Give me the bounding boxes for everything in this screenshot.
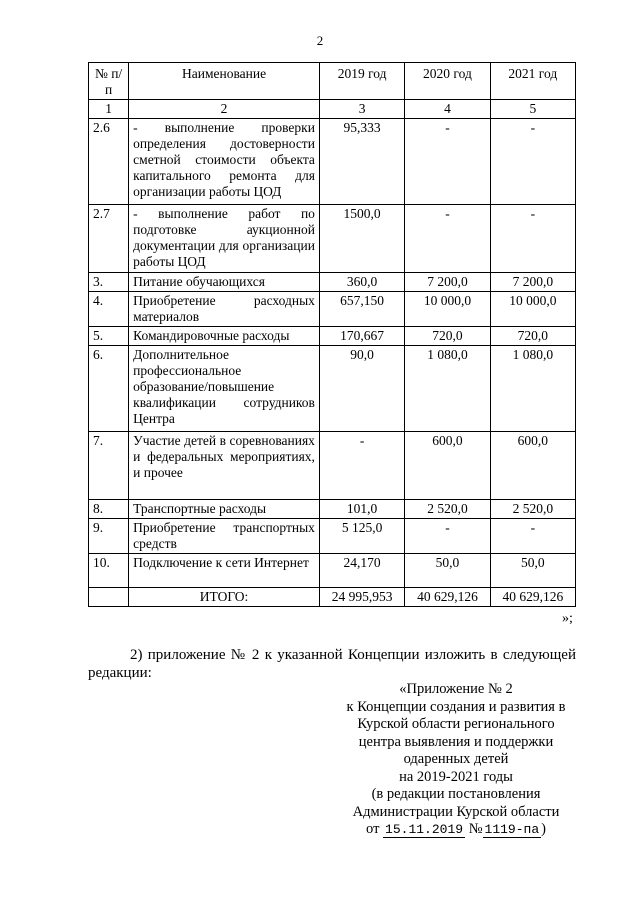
index-cell: 3 bbox=[319, 100, 404, 119]
appendix-title: «Приложение № 2 bbox=[399, 681, 513, 697]
table-row bbox=[89, 554, 576, 588]
appendix-block bbox=[336, 681, 576, 839]
row-name: Командировочные расходы bbox=[129, 327, 320, 346]
decree-number: 1119-па bbox=[484, 822, 540, 837]
index-cell: 2 bbox=[129, 100, 320, 119]
row-2021: 50,0 bbox=[490, 554, 575, 588]
row-name: Транспортные расходы bbox=[129, 500, 320, 519]
index-cell: 5 bbox=[490, 100, 575, 119]
table-row bbox=[89, 119, 576, 205]
header-num: № п/п bbox=[89, 63, 129, 100]
table-row bbox=[89, 500, 576, 519]
close-paren: ) bbox=[541, 821, 546, 837]
total-2019: 24 995,953 bbox=[319, 588, 404, 607]
amendment-paragraph bbox=[88, 646, 576, 682]
row-2019: 101,0 bbox=[319, 500, 404, 519]
row-2019: 95,333 bbox=[319, 119, 404, 205]
row-2020: 10 000,0 bbox=[405, 292, 490, 327]
from-label: от bbox=[366, 821, 380, 837]
row-2021: - bbox=[490, 519, 575, 554]
row-2020: 7 200,0 bbox=[405, 273, 490, 292]
row-2021: 2 520,0 bbox=[490, 500, 575, 519]
row-2020: 600,0 bbox=[405, 432, 490, 500]
row-number: 3. bbox=[89, 273, 129, 292]
row-number: 4. bbox=[89, 292, 129, 327]
row-2019: 360,0 bbox=[319, 273, 404, 292]
header-2020: 2020 год bbox=[405, 63, 490, 100]
row-2019: 24,170 bbox=[319, 554, 404, 588]
row-name: Питание обучающихся bbox=[129, 273, 320, 292]
row-number: 6. bbox=[89, 346, 129, 432]
row-name: Приобретение расходных материалов bbox=[129, 292, 320, 327]
row-name: Участие детей в соревнованиях и федеральных мероприятиях, и прочее bbox=[129, 432, 320, 500]
row-number: 5. bbox=[89, 327, 129, 346]
row-2020: 720,0 bbox=[405, 327, 490, 346]
row-number: 2.6 bbox=[89, 119, 129, 205]
row-number: 10. bbox=[89, 554, 129, 588]
appendix-years: на 2019-2021 годы bbox=[399, 768, 513, 785]
row-number: 7. bbox=[89, 432, 129, 500]
paragraph-text: 2) приложение № 2 к указанной Концепции изложить в следующей редакции: bbox=[88, 647, 576, 681]
row-2020: 50,0 bbox=[405, 554, 490, 588]
row-2021: 7 200,0 bbox=[490, 273, 575, 292]
row-2020: - bbox=[405, 519, 490, 554]
row-2020: - bbox=[405, 205, 490, 273]
row-name: - выполнение проверки определения достоверности сметной стоимости объекта капитального ремонта для организации работы ЦОД bbox=[129, 119, 320, 205]
row-2021: 720,0 bbox=[490, 327, 575, 346]
appendix-concept: к Концепции создания и развития в Курской области регионального центра выявления и поддержки одаренных детей bbox=[346, 698, 566, 767]
total-label: ИТОГО: bbox=[129, 588, 320, 607]
row-name: Дополнительное профессиональное образование/повышение квалификации сотрудников Центра bbox=[129, 346, 320, 432]
table-index-row bbox=[89, 100, 576, 119]
index-cell: 1 bbox=[89, 100, 129, 119]
table-row bbox=[89, 327, 576, 346]
row-2019: 90,0 bbox=[319, 346, 404, 432]
total-row bbox=[89, 588, 576, 607]
header-2021: 2021 год bbox=[490, 63, 575, 100]
header-name: Наименование bbox=[129, 63, 320, 100]
row-2019: 5 125,0 bbox=[319, 519, 404, 554]
number-sign: № bbox=[468, 821, 483, 837]
row-2019: - bbox=[319, 432, 404, 500]
row-2021: 10 000,0 bbox=[490, 292, 575, 327]
total-empty-cell bbox=[89, 588, 129, 607]
closing-mark: »; bbox=[562, 611, 573, 626]
decree-date: 15.11.2019 bbox=[385, 822, 464, 837]
table-row bbox=[89, 273, 576, 292]
row-number: 2.7 bbox=[89, 205, 129, 273]
budget-table bbox=[88, 62, 576, 607]
total-2020: 40 629,126 bbox=[405, 588, 490, 607]
appendix-date-line bbox=[336, 821, 576, 839]
row-name: - выполнение работ по подготовке аукционной документации для организации работы ЦОД bbox=[129, 205, 320, 273]
row-2020: 1 080,0 bbox=[405, 346, 490, 432]
table-header-row bbox=[89, 63, 576, 100]
row-2021: - bbox=[490, 205, 575, 273]
row-name: Приобретение транспортных средств bbox=[129, 519, 320, 554]
table-row bbox=[89, 519, 576, 554]
appendix-edition: (в редакции постановления Администрации Курской области bbox=[352, 786, 560, 820]
row-2019: 170,667 bbox=[319, 327, 404, 346]
row-2021: - bbox=[490, 119, 575, 205]
table-row bbox=[89, 432, 576, 500]
row-2021: 1 080,0 bbox=[490, 346, 575, 432]
page-number: 2 bbox=[316, 33, 324, 48]
index-cell: 4 bbox=[405, 100, 490, 119]
total-2021: 40 629,126 bbox=[490, 588, 575, 607]
table-row bbox=[89, 205, 576, 273]
row-2019: 1500,0 bbox=[319, 205, 404, 273]
row-2020: 2 520,0 bbox=[405, 500, 490, 519]
row-2019: 657,150 bbox=[319, 292, 404, 327]
row-2021: 600,0 bbox=[490, 432, 575, 500]
header-2019: 2019 год bbox=[319, 63, 404, 100]
table-row bbox=[89, 292, 576, 327]
row-2020: - bbox=[405, 119, 490, 205]
row-number: 8. bbox=[89, 500, 129, 519]
table-row bbox=[89, 346, 576, 432]
row-number: 9. bbox=[89, 519, 129, 554]
row-name: Подключение к сети Интернет bbox=[129, 554, 320, 588]
